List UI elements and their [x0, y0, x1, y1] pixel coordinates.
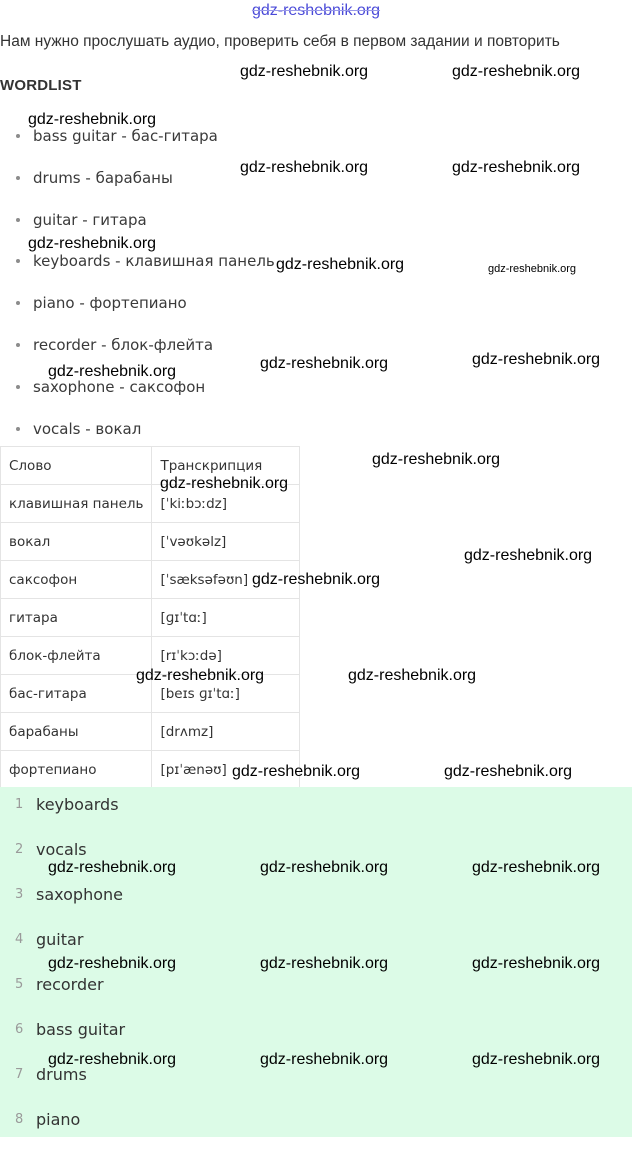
table-row	[1, 523, 300, 561]
table-cell-word: бас-гитара	[1, 675, 152, 713]
wordlist-title: WORDLIST	[0, 77, 82, 94]
table-cell-transcription: [beɪs ɡɪˈtɑː]	[152, 675, 300, 713]
answer-word: guitar	[36, 930, 84, 949]
watermark: gdz-reshebnik.org	[372, 451, 501, 468]
table-cell-word: саксофон	[1, 561, 152, 599]
bullet-icon	[16, 218, 20, 222]
list-item	[0, 293, 275, 335]
watermark: gdz-reshebnik.org	[240, 159, 369, 176]
table-row	[1, 713, 300, 751]
watermark: gdz-reshebnik.org	[232, 763, 361, 780]
watermark: gdz-reshebnik.org	[28, 111, 157, 128]
watermark: gdz-reshebnik.org	[48, 1051, 177, 1068]
table-cell-word: гитара	[1, 599, 152, 637]
list-item-text: saxophone - саксофон	[33, 377, 206, 396]
list-item-text: piano - фортепиано	[33, 294, 187, 313]
table-cell-transcription: [ˈkiːbɔːdz]	[152, 485, 300, 523]
answer-number: 8	[15, 1112, 24, 1127]
answer-word: recorder	[36, 975, 104, 994]
bullet-icon	[16, 176, 20, 180]
list-item-text: recorder - блок-флейта	[33, 335, 214, 354]
table-cell-word: вокал	[1, 523, 152, 561]
list-item-text: vocals - вокал	[33, 419, 142, 438]
watermark: gdz-reshebnik.org	[472, 1051, 601, 1068]
bullet-icon	[16, 301, 20, 305]
answer-number: 4	[15, 932, 24, 947]
watermark: gdz-reshebnik.org	[260, 859, 389, 876]
answer-word: vocals	[36, 840, 87, 859]
watermark: gdz-reshebnik.org	[260, 1051, 389, 1068]
watermark: gdz-reshebnik.org	[160, 475, 289, 492]
answer-word: drums	[36, 1065, 87, 1084]
intro-text: Нам нужно прослушать аудио, проверить себя в первом задании и повторить	[0, 33, 560, 50]
watermark: gdz-reshebnik.org	[260, 955, 389, 972]
bullet-icon	[16, 134, 20, 138]
answer-word: saxophone	[36, 885, 123, 904]
watermark: gdz-reshebnik.org	[452, 159, 581, 176]
watermark: gdz-reshebnik.org	[472, 859, 601, 876]
table-cell-transcription: [ˈvəʊkəlz]	[152, 523, 300, 561]
answer-word: bass guitar	[36, 1020, 126, 1039]
watermark: gdz-reshebnik.org	[48, 859, 177, 876]
table-cell-transcription: [ɡɪˈtɑː]	[152, 599, 300, 637]
list-item-text: drums - барабаны	[33, 168, 173, 187]
watermark: gdz-reshebnik.org	[348, 667, 477, 684]
watermark: gdz-reshebnik.org	[260, 355, 389, 372]
table-cell-word: барабаны	[1, 713, 152, 751]
bullet-icon	[16, 385, 20, 389]
watermark: gdz-reshebnik.org	[464, 547, 593, 564]
table-cell-word: клавишная панель	[1, 485, 152, 523]
watermark: gdz-reshebnik.org	[472, 955, 601, 972]
watermark: gdz-reshebnik.org	[48, 955, 177, 972]
watermark: gdz-reshebnik.org	[136, 667, 265, 684]
bullet-icon	[16, 259, 20, 263]
watermark: gdz-reshebnik.org	[252, 571, 381, 588]
list-item-text: guitar - гитара	[33, 210, 147, 229]
transcription-table	[0, 446, 300, 789]
table-cell-transcription: [pɪˈænəʊ]	[152, 751, 300, 789]
list-item-text: bass guitar - бас-гитара	[33, 127, 218, 145]
watermark: gdz-reshebnik.org	[48, 363, 177, 380]
list-item	[0, 377, 275, 419]
table-cell-transcription: [rɪˈkɔːdə]	[152, 637, 300, 675]
watermark: gdz-reshebnik.org	[488, 263, 577, 275]
table-cell-transcription: [drʌmz]	[152, 713, 300, 751]
answer-number: 3	[15, 887, 24, 902]
watermark: gdz-reshebnik.org	[444, 763, 573, 780]
watermark: gdz-reshebnik.org	[452, 63, 581, 80]
list-item	[0, 251, 275, 293]
table-cell-word: блок-флейта	[1, 637, 152, 675]
table-cell-transcription: [ˈsæksəfəʊn]	[152, 561, 300, 599]
answer-number: 6	[15, 1022, 24, 1037]
table-cell-word: фортепиано	[1, 751, 152, 789]
bullet-icon	[16, 427, 20, 431]
table-row	[1, 599, 300, 637]
list-item	[0, 168, 275, 210]
answer-word: piano	[36, 1110, 81, 1129]
watermark: gdz-reshebnik.org	[28, 235, 157, 252]
table-header-word: Слово	[1, 447, 152, 485]
answer-number: 7	[15, 1067, 24, 1082]
list-item	[0, 126, 275, 168]
site-header: gdz-reshebnik.org	[251, 2, 381, 19]
answer-word: keyboards	[36, 795, 119, 814]
wordlist	[0, 126, 275, 460]
watermark: gdz-reshebnik.org	[276, 256, 405, 273]
table-header-transcription: Транскрипция	[152, 447, 300, 485]
bullet-icon	[16, 343, 20, 347]
watermark: gdz-reshebnik.org	[472, 351, 601, 368]
answer-number: 2	[15, 842, 24, 857]
answer-number: 5	[15, 977, 24, 992]
list-item-text: keyboards - клавишная панель	[33, 252, 275, 271]
watermark: gdz-reshebnik.org	[240, 63, 369, 80]
answer-number: 1	[15, 797, 24, 812]
